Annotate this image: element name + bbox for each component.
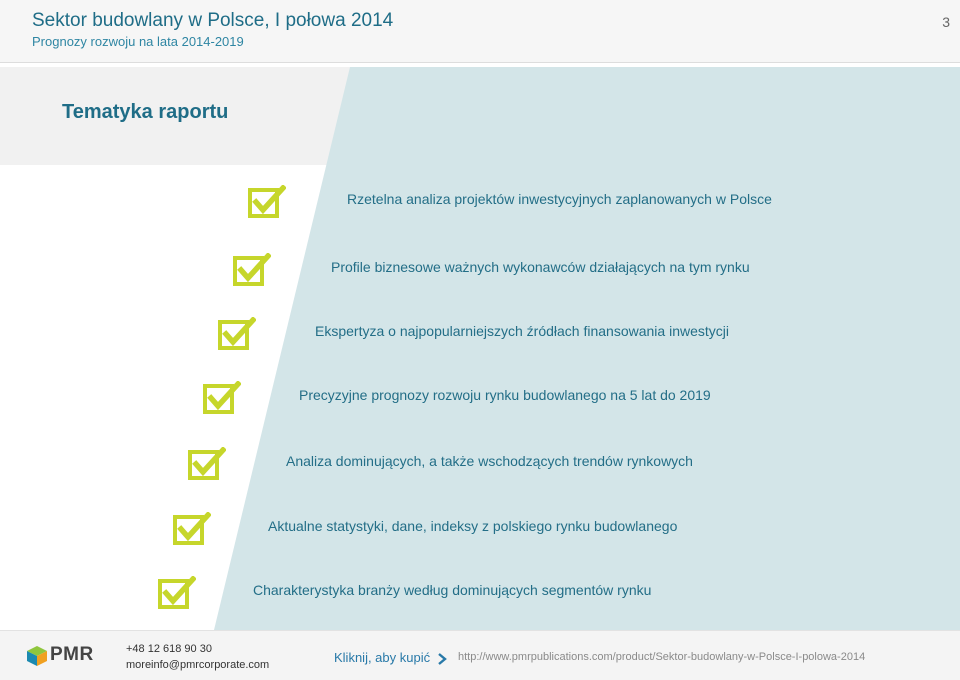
checkbox-check-icon bbox=[173, 512, 211, 546]
logo-text: PMR bbox=[50, 644, 94, 665]
topic-item-label: Analiza dominujących, a także wschodzących trendów rynkowych bbox=[286, 453, 693, 469]
topic-item-label: Precyzyjne prognozy rozwoju rynku budowlanego na 5 lat do 2019 bbox=[299, 387, 711, 403]
topic-item-label: Ekspertyza o najpopularniejszych źródłach finansowania inwestycji bbox=[315, 323, 729, 339]
page-number: 3 bbox=[942, 14, 950, 30]
checkbox-check-icon bbox=[158, 576, 196, 610]
page-footer bbox=[0, 630, 960, 680]
topic-item-label: Profile biznesowe ważnych wykonawców działających na tym rynku bbox=[331, 259, 750, 275]
phone-number: +48 12 618 90 30 bbox=[126, 643, 212, 655]
chevron-right-icon[interactable] bbox=[437, 653, 447, 665]
page-header bbox=[0, 0, 960, 63]
checkbox-check-icon bbox=[188, 447, 226, 481]
topic-item-label: Charakterystyka branży według dominujących segmentów rynku bbox=[253, 582, 652, 598]
checkbox-check-icon bbox=[218, 317, 256, 351]
buy-link[interactable]: Kliknij, aby kupić bbox=[334, 650, 431, 665]
checkbox-check-icon bbox=[248, 185, 286, 219]
checkbox-check-icon bbox=[203, 381, 241, 415]
cube-icon bbox=[26, 645, 48, 667]
document-subtitle: Prognozy rozwoju na lata 2014-2019 bbox=[32, 34, 244, 49]
product-url[interactable]: http://www.pmrpublications.com/product/Sektor-budowlany-w-Polsce-I-polowa-2014 bbox=[458, 651, 866, 663]
topic-item-label: Aktualne statystyki, dane, indeksy z polskiego rynku budowlanego bbox=[268, 518, 678, 534]
topic-item-label: Rzetelna analiza projektów inwestycyjnych zaplanowanych w Polsce bbox=[347, 191, 772, 207]
section-title: Tematyka raportu bbox=[62, 101, 229, 123]
pmr-logo[interactable] bbox=[26, 645, 98, 667]
checkbox-check-icon bbox=[233, 253, 271, 287]
email-link[interactable]: moreinfo@pmrcorporate.com bbox=[126, 659, 270, 671]
document-title: Sektor budowlany w Polsce, I połowa 2014 bbox=[32, 10, 394, 31]
